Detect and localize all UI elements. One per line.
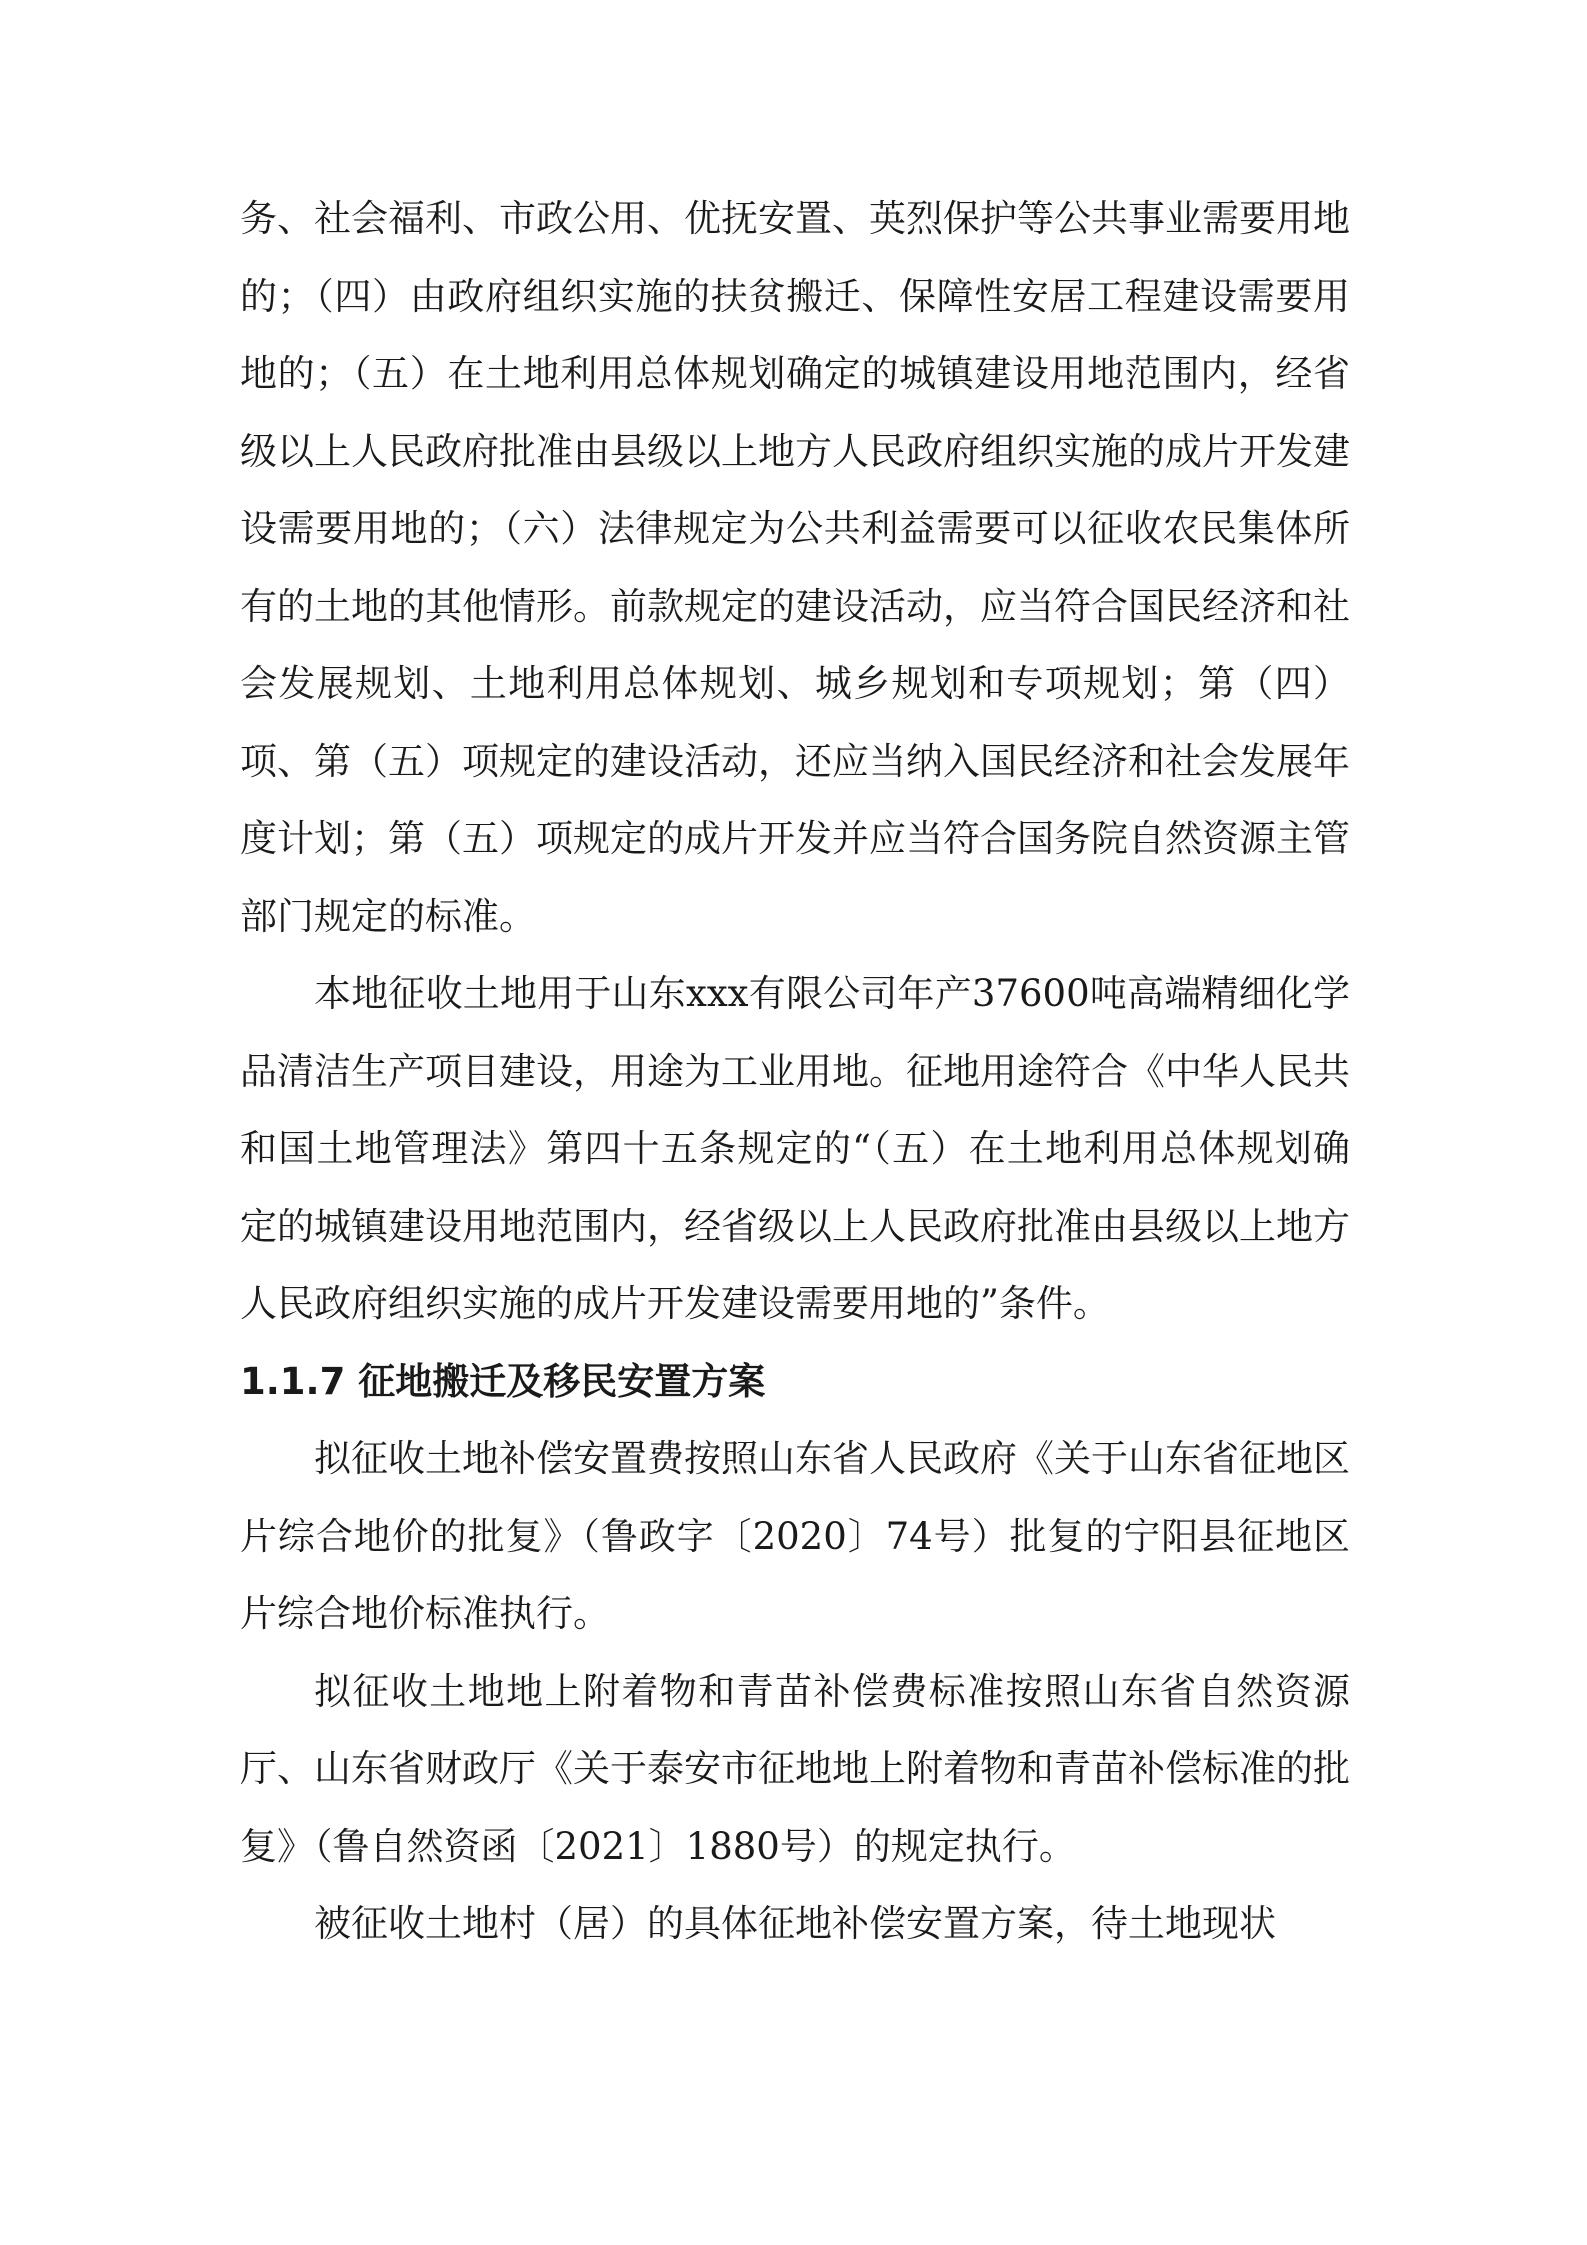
paragraph-resettlement-plan: 被征收土地村（居）的具体征地补偿安置方案，待土地现状 — [314, 1902, 1276, 1945]
paragraph-land-acquisition-cases: 务、社会福利、市政公用、优抚安置、英烈保护等公共事业需要用地的；（四）由政府组织实施的扶贫搬迁、保障性安居工程建设需要用地的；（五）在土地利用总体规划确定的城镇建设用地范围内，经省级以上人民政府批准由县级以上地方人民政府组织实施的成片开发建设需要用地的；（六）法律规定为公共利益需要可以征收农民集体所有的土地的其他情形。前款规定的建设活动，应当符合国民经济和社会发展规划、土地利用总体规划、城乡规划和专项规划；第（四）项、第（五）项规定的建设活动，还应当纳入国民经济和社会发展年度计划；第（五）项规定的成片开发并应当符合国务院自然资源主管部门规定的标准。 — [240, 197, 1350, 938]
paragraph-land-use-purpose: 本地征收土地用于山东xxx有限公司年产37600吨高端精细化学品清洁生产项目建设，用途为工业用地。征地用途符合《中华人民共和国土地管理法》第四十五条规定的“（五）在土地利用总体规划确定的城镇建设用地范围内，经省级以上人民政府批准由县级以上地方人民政府组织实施的成片开发建设需要用地的”条件。 — [240, 972, 1350, 1325]
paragraph-compensation-standard: 拟征收土地补偿安置费按照山东省人民政府《关于山东省征地区片综合地价的批复》（鲁政字〔2020〕74号）批复的宁阳县征地区片综合地价标准执行。 — [240, 1437, 1350, 1635]
paragraph-attachment-compensation: 拟征收土地地上附着物和青苗补偿费标准按照山东省自然资源厅、山东省财政厅《关于泰安市征地地上附着物和青苗补偿标准的批复》（鲁自然资函〔2021〕1880号）的规定执行。 — [240, 1669, 1350, 1868]
section-heading: 1.1.7 征地搬迁及移民安置方案 — [240, 1359, 766, 1403]
document-body — [240, 180, 1350, 1963]
